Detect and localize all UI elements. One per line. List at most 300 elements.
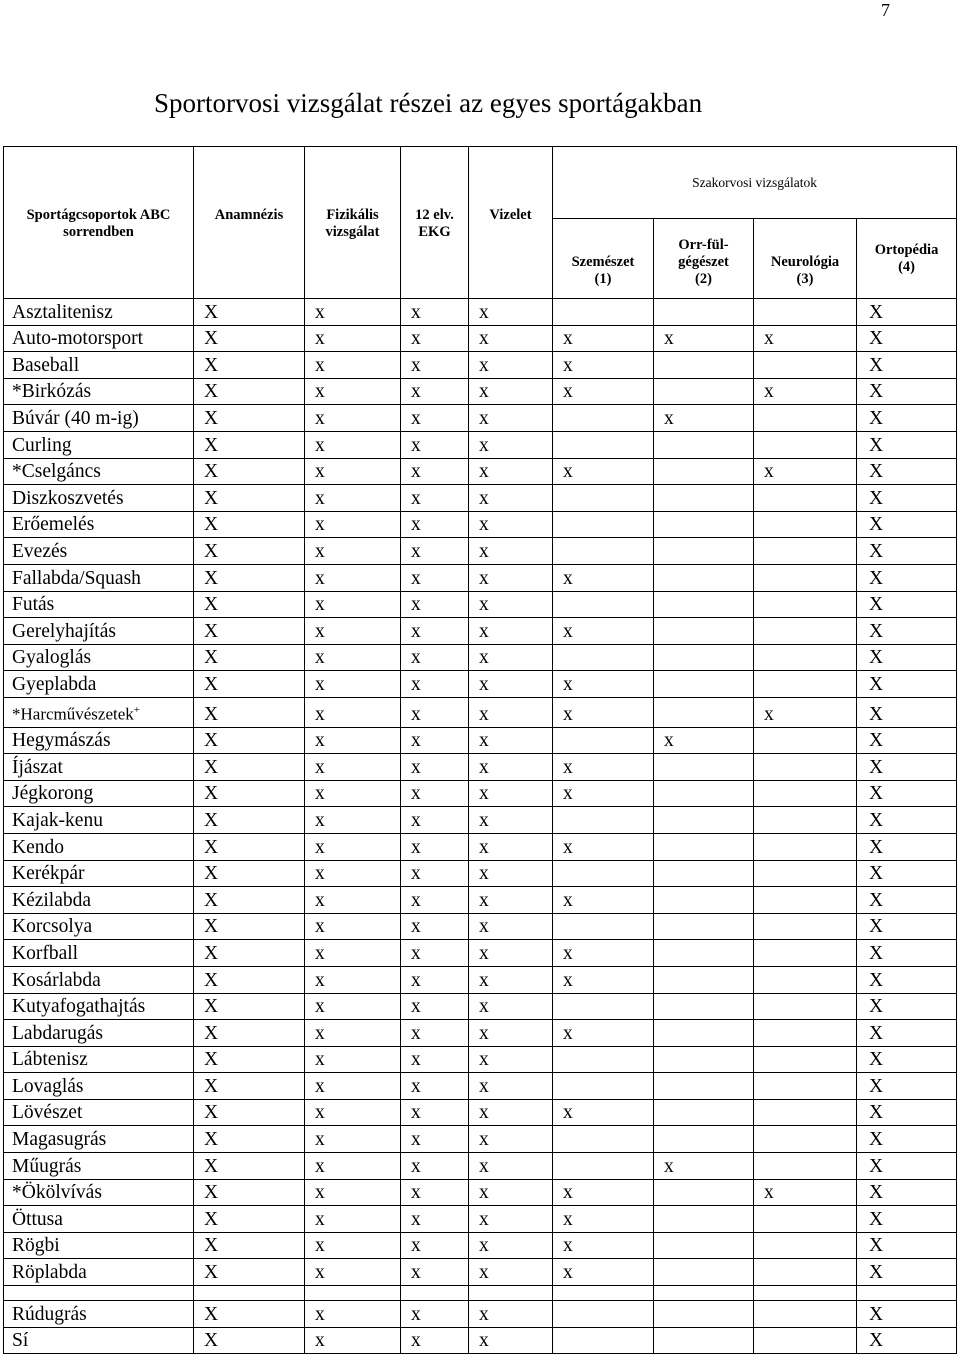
cell-ekg: x: [401, 887, 469, 914]
cell-orr-ful: [654, 833, 754, 860]
cell-anamnezis: X: [194, 1099, 305, 1126]
cell-neurologia: [754, 807, 857, 834]
cell-vizelet: x: [469, 618, 553, 645]
cell-vizelet: x: [469, 993, 553, 1020]
table-gap-row: [4, 1286, 957, 1301]
cell-vizelet: x: [469, 697, 553, 727]
cell-anamnezis: X: [194, 352, 305, 379]
cell-vizelet: x: [469, 1179, 553, 1206]
table-row: [4, 1020, 957, 1047]
cell-ortopedia: X: [857, 1327, 957, 1354]
cell-anamnezis: X: [194, 1020, 305, 1047]
cell-neurologia: [754, 1232, 857, 1259]
cell-fizikalis: x: [305, 887, 401, 914]
cell-sport: [4, 1206, 194, 1233]
sport-footnote-mark: +: [133, 703, 140, 716]
cell-ekg: x: [401, 511, 469, 538]
gap-cell: [553, 1286, 654, 1301]
header-orr-ful-label: Orr-fül-gégészet: [678, 237, 729, 270]
cell-ekg: x: [401, 485, 469, 512]
cell-neurologia: [754, 618, 857, 645]
cell-szemeszet: [553, 1153, 654, 1180]
cell-orr-ful: [654, 644, 754, 671]
cell-ekg: x: [401, 1301, 469, 1328]
cell-orr-ful: [654, 671, 754, 698]
cell-neurologia: [754, 1259, 857, 1286]
table-row: [4, 1126, 957, 1153]
cell-szemeszet: [553, 644, 654, 671]
cell-szemeszet: x: [553, 1179, 654, 1206]
cell-ortopedia: X: [857, 458, 957, 485]
sport-name: Kendo: [12, 836, 64, 858]
sport-name: Korfball: [12, 942, 79, 964]
table-row: [4, 618, 957, 645]
cell-ekg: x: [401, 299, 469, 326]
sport-name: Auto-motorsport: [12, 328, 144, 350]
cell-szemeszet: x: [553, 325, 654, 352]
sport-name: *Ökölvívás: [12, 1182, 102, 1204]
cell-neurologia: [754, 591, 857, 618]
gap-cell: [754, 1286, 857, 1301]
cell-orr-ful: [654, 378, 754, 405]
cell-sport: [4, 1073, 194, 1100]
cell-szemeszet: [553, 1327, 654, 1354]
cell-ekg: x: [401, 697, 469, 727]
sport-name: Magasugrás: [12, 1129, 107, 1151]
cell-sport: [4, 993, 194, 1020]
cell-fizikalis: x: [305, 1126, 401, 1153]
sport-name: Röplabda: [12, 1262, 87, 1284]
cell-szemeszet: x: [553, 618, 654, 645]
cell-ortopedia: X: [857, 378, 957, 405]
cell-vizelet: x: [469, 966, 553, 993]
cell-szemeszet: x: [553, 887, 654, 914]
cell-fizikalis: x: [305, 697, 401, 727]
cell-ortopedia: X: [857, 405, 957, 432]
sports-exam-table: [3, 146, 957, 1354]
cell-szemeszet: x: [553, 1206, 654, 1233]
cell-orr-ful: [654, 299, 754, 326]
cell-ekg: x: [401, 993, 469, 1020]
cell-anamnezis: X: [194, 966, 305, 993]
header-neurologia-label: Neurológia: [770, 254, 840, 270]
cell-neurologia: [754, 966, 857, 993]
cell-szemeszet: x: [553, 697, 654, 727]
cell-sport: [4, 807, 194, 834]
cell-ortopedia: X: [857, 325, 957, 352]
cell-orr-ful: [654, 913, 754, 940]
cell-vizelet: x: [469, 754, 553, 781]
cell-fizikalis: x: [305, 671, 401, 698]
cell-anamnezis: X: [194, 1301, 305, 1328]
table-row: [4, 458, 957, 485]
cell-ortopedia: X: [857, 352, 957, 379]
cell-neurologia: [754, 887, 857, 914]
cell-ortopedia: X: [857, 860, 957, 887]
cell-ekg: x: [401, 833, 469, 860]
cell-anamnezis: X: [194, 754, 305, 781]
cell-orr-ful: [654, 993, 754, 1020]
sport-name: *Birkózás: [12, 381, 92, 403]
cell-vizelet: x: [469, 860, 553, 887]
cell-szemeszet: x: [553, 940, 654, 967]
table-row: [4, 1301, 957, 1328]
cell-orr-ful: [654, 1073, 754, 1100]
page-number: 7: [881, 0, 890, 20]
cell-fizikalis: x: [305, 1206, 401, 1233]
cell-fizikalis: x: [305, 591, 401, 618]
cell-neurologia: [754, 538, 857, 565]
cell-ortopedia: X: [857, 1179, 957, 1206]
header-anamnezis: Anamnézis: [194, 147, 305, 299]
cell-fizikalis: x: [305, 1327, 401, 1354]
cell-sport: [4, 1099, 194, 1126]
cell-fizikalis: x: [305, 511, 401, 538]
sport-name: *Cselgáncs: [12, 461, 101, 483]
sport-name: Jégkorong: [12, 783, 94, 805]
cell-ortopedia: X: [857, 913, 957, 940]
cell-ortopedia: X: [857, 644, 957, 671]
cell-ekg: x: [401, 644, 469, 671]
cell-vizelet: x: [469, 591, 553, 618]
table-row: [4, 325, 957, 352]
cell-sport: [4, 780, 194, 807]
cell-ekg: x: [401, 405, 469, 432]
cell-vizelet: x: [469, 940, 553, 967]
sport-name: Kutyafogathajtás: [12, 996, 146, 1018]
table-row: [4, 1073, 957, 1100]
cell-neurologia: x: [754, 697, 857, 727]
cell-fizikalis: x: [305, 727, 401, 754]
cell-szemeszet: [553, 591, 654, 618]
cell-sport: [4, 754, 194, 781]
cell-neurologia: [754, 644, 857, 671]
sport-name: Lábtenisz: [12, 1049, 88, 1071]
table-row: [4, 644, 957, 671]
sport-name: Fallabda/Squash: [12, 567, 141, 589]
sport-name: *Harcművészetek: [12, 704, 134, 724]
cell-anamnezis: X: [194, 833, 305, 860]
cell-neurologia: [754, 299, 857, 326]
cell-sport: [4, 378, 194, 405]
gap-cell: [654, 1286, 754, 1301]
cell-ekg: x: [401, 564, 469, 591]
cell-ekg: x: [401, 1020, 469, 1047]
cell-szemeszet: [553, 485, 654, 512]
cell-vizelet: x: [469, 671, 553, 698]
cell-fizikalis: x: [305, 940, 401, 967]
cell-szemeszet: x: [553, 671, 654, 698]
cell-vizelet: x: [469, 325, 553, 352]
cell-fizikalis: x: [305, 860, 401, 887]
cell-sport: [4, 887, 194, 914]
cell-orr-ful: [654, 458, 754, 485]
table-row: [4, 860, 957, 887]
cell-ekg: x: [401, 671, 469, 698]
cell-fizikalis: x: [305, 1020, 401, 1047]
cell-sport: [4, 352, 194, 379]
cell-anamnezis: X: [194, 860, 305, 887]
cell-ortopedia: X: [857, 754, 957, 781]
cell-fizikalis: x: [305, 644, 401, 671]
cell-sport: [4, 1126, 194, 1153]
table-row: [4, 1206, 957, 1233]
cell-ekg: x: [401, 1327, 469, 1354]
cell-orr-ful: x: [654, 405, 754, 432]
header-ekg: 12 elv. EKG: [401, 147, 469, 299]
cell-sport: [4, 1179, 194, 1206]
header-ortopedia-label: Ortopédia: [874, 241, 939, 258]
cell-fizikalis: x: [305, 325, 401, 352]
cell-ekg: x: [401, 1206, 469, 1233]
cell-fizikalis: x: [305, 458, 401, 485]
cell-orr-ful: x: [654, 325, 754, 352]
cell-ekg: x: [401, 1259, 469, 1286]
cell-sport: [4, 485, 194, 512]
sport-name: Labdarugás: [12, 1022, 103, 1044]
sport-name: Kajak-kenu: [12, 809, 103, 831]
cell-fizikalis: x: [305, 1073, 401, 1100]
cell-anamnezis: X: [194, 1126, 305, 1153]
cell-sport: [4, 966, 194, 993]
cell-ortopedia: X: [857, 1206, 957, 1233]
cell-anamnezis: X: [194, 538, 305, 565]
cell-orr-ful: [654, 1232, 754, 1259]
cell-neurologia: [754, 1153, 857, 1180]
cell-orr-ful: [654, 966, 754, 993]
cell-ekg: x: [401, 1153, 469, 1180]
cell-fizikalis: x: [305, 618, 401, 645]
sport-name: Futás: [12, 594, 55, 616]
cell-ekg: x: [401, 807, 469, 834]
cell-orr-ful: x: [654, 1153, 754, 1180]
header-neurologia: [754, 219, 857, 299]
cell-ortopedia: X: [857, 1301, 957, 1328]
cell-anamnezis: X: [194, 405, 305, 432]
cell-vizelet: x: [469, 511, 553, 538]
cell-fizikalis: x: [305, 352, 401, 379]
cell-vizelet: x: [469, 1301, 553, 1328]
cell-orr-ful: [654, 1099, 754, 1126]
cell-fizikalis: x: [305, 913, 401, 940]
cell-vizelet: x: [469, 299, 553, 326]
cell-neurologia: [754, 352, 857, 379]
cell-anamnezis: X: [194, 299, 305, 326]
sport-name: Rögbi: [12, 1235, 60, 1257]
cell-neurologia: [754, 564, 857, 591]
cell-sport: [4, 1153, 194, 1180]
cell-ortopedia: X: [857, 727, 957, 754]
cell-fizikalis: x: [305, 405, 401, 432]
cell-neurologia: [754, 485, 857, 512]
cell-ekg: x: [401, 618, 469, 645]
cell-vizelet: x: [469, 538, 553, 565]
cell-sport: [4, 860, 194, 887]
cell-szemeszet: x: [553, 378, 654, 405]
cell-ortopedia: X: [857, 940, 957, 967]
cell-orr-ful: [654, 1179, 754, 1206]
cell-orr-ful: [654, 485, 754, 512]
sport-name: Hegymászás: [12, 730, 111, 752]
cell-fizikalis: x: [305, 1232, 401, 1259]
cell-ekg: x: [401, 780, 469, 807]
cell-vizelet: x: [469, 807, 553, 834]
table-row: [4, 1179, 957, 1206]
sport-name: Diszkoszvetés: [12, 487, 124, 509]
cell-ekg: x: [401, 591, 469, 618]
header-szemeszet: [553, 219, 654, 299]
cell-ekg: x: [401, 352, 469, 379]
cell-fizikalis: x: [305, 993, 401, 1020]
cell-vizelet: x: [469, 378, 553, 405]
cell-ekg: x: [401, 1179, 469, 1206]
cell-szemeszet: x: [553, 1259, 654, 1286]
cell-orr-ful: x: [654, 727, 754, 754]
cell-anamnezis: X: [194, 1206, 305, 1233]
cell-szemeszet: x: [553, 780, 654, 807]
cell-neurologia: [754, 754, 857, 781]
cell-anamnezis: X: [194, 325, 305, 352]
cell-neurologia: [754, 913, 857, 940]
cell-neurologia: x: [754, 378, 857, 405]
sport-name: Gyeplabda: [12, 673, 97, 695]
cell-szemeszet: [553, 405, 654, 432]
sport-name: Asztalitenisz: [12, 301, 113, 323]
sport-name: Erőemelés: [12, 514, 95, 536]
cell-szemeszet: x: [553, 966, 654, 993]
table-row: [4, 754, 957, 781]
cell-fizikalis: x: [305, 807, 401, 834]
cell-ortopedia: X: [857, 697, 957, 727]
cell-ortopedia: X: [857, 1020, 957, 1047]
sport-name: Gyaloglás: [12, 647, 92, 669]
cell-ekg: x: [401, 913, 469, 940]
cell-orr-ful: [654, 940, 754, 967]
cell-orr-ful: [654, 697, 754, 727]
table-body: [4, 299, 957, 1354]
cell-ortopedia: X: [857, 887, 957, 914]
cell-vizelet: x: [469, 1020, 553, 1047]
cell-sport: [4, 564, 194, 591]
cell-vizelet: x: [469, 644, 553, 671]
table-row: [4, 538, 957, 565]
cell-anamnezis: X: [194, 458, 305, 485]
sport-name: Gerelyhajítás: [12, 620, 116, 642]
cell-ekg: x: [401, 940, 469, 967]
cell-anamnezis: X: [194, 913, 305, 940]
cell-anamnezis: X: [194, 1327, 305, 1354]
cell-sport: [4, 913, 194, 940]
cell-neurologia: [754, 727, 857, 754]
table-row: [4, 591, 957, 618]
gap-cell: [469, 1286, 553, 1301]
cell-szemeszet: [553, 538, 654, 565]
cell-anamnezis: X: [194, 564, 305, 591]
sport-name: Műugrás: [12, 1155, 82, 1177]
cell-anamnezis: X: [194, 1232, 305, 1259]
cell-neurologia: [754, 1206, 857, 1233]
cell-orr-ful: [654, 1046, 754, 1073]
cell-fizikalis: x: [305, 966, 401, 993]
cell-anamnezis: X: [194, 993, 305, 1020]
cell-sport: [4, 644, 194, 671]
table-row: [4, 887, 957, 914]
cell-sport: [4, 727, 194, 754]
cell-vizelet: x: [469, 780, 553, 807]
cell-orr-ful: [654, 1327, 754, 1354]
sport-name: Íjászat: [12, 756, 63, 778]
table-row: [4, 1046, 957, 1073]
table-row: [4, 1327, 957, 1354]
cell-szemeszet: [553, 1046, 654, 1073]
cell-vizelet: x: [469, 431, 553, 458]
cell-ortopedia: X: [857, 671, 957, 698]
cell-ortopedia: X: [857, 966, 957, 993]
cell-ortopedia: X: [857, 833, 957, 860]
cell-anamnezis: X: [194, 378, 305, 405]
cell-anamnezis: X: [194, 644, 305, 671]
sport-name: Búvár (40 m-ig): [12, 407, 139, 429]
cell-anamnezis: X: [194, 940, 305, 967]
cell-ortopedia: X: [857, 1126, 957, 1153]
cell-ekg: x: [401, 378, 469, 405]
cell-szemeszet: x: [553, 352, 654, 379]
cell-neurologia: x: [754, 458, 857, 485]
cell-ortopedia: X: [857, 1259, 957, 1286]
cell-ekg: x: [401, 431, 469, 458]
sport-name: Evezés: [12, 540, 68, 562]
cell-ekg: x: [401, 1099, 469, 1126]
cell-szemeszet: [553, 511, 654, 538]
cell-neurologia: x: [754, 325, 857, 352]
header-specialist-group: Szakorvosi vizsgálatok: [553, 147, 957, 219]
table-row: [4, 378, 957, 405]
cell-szemeszet: [553, 431, 654, 458]
cell-orr-ful: [654, 591, 754, 618]
cell-orr-ful: [654, 754, 754, 781]
cell-orr-ful: [654, 887, 754, 914]
table-row: [4, 1099, 957, 1126]
header-neurologia-num: (3): [796, 271, 814, 287]
cell-vizelet: x: [469, 1259, 553, 1286]
cell-ortopedia: X: [857, 299, 957, 326]
cell-vizelet: x: [469, 1327, 553, 1354]
cell-anamnezis: X: [194, 697, 305, 727]
cell-fizikalis: x: [305, 1259, 401, 1286]
cell-neurologia: [754, 1046, 857, 1073]
cell-neurologia: [754, 405, 857, 432]
cell-orr-ful: [654, 1126, 754, 1153]
cell-szemeszet: x: [553, 754, 654, 781]
cell-szemeszet: x: [553, 1099, 654, 1126]
header-szemeszet-num: (1): [594, 271, 612, 287]
page-title: Sportorvosi vizsgálat részei az egyes sportágakban: [154, 88, 703, 118]
cell-orr-ful: [654, 780, 754, 807]
cell-ekg: x: [401, 966, 469, 993]
header-orr-ful-num: (2): [695, 271, 712, 287]
cell-szemeszet: [553, 1301, 654, 1328]
cell-anamnezis: X: [194, 431, 305, 458]
table-row: [4, 727, 957, 754]
header-szemeszet-label: Szemészet: [571, 254, 635, 270]
cell-vizelet: x: [469, 564, 553, 591]
cell-ekg: x: [401, 1046, 469, 1073]
sport-name: Baseball: [12, 354, 80, 376]
cell-anamnezis: X: [194, 1153, 305, 1180]
cell-sport: [4, 538, 194, 565]
cell-ortopedia: X: [857, 564, 957, 591]
cell-ortopedia: X: [857, 1232, 957, 1259]
